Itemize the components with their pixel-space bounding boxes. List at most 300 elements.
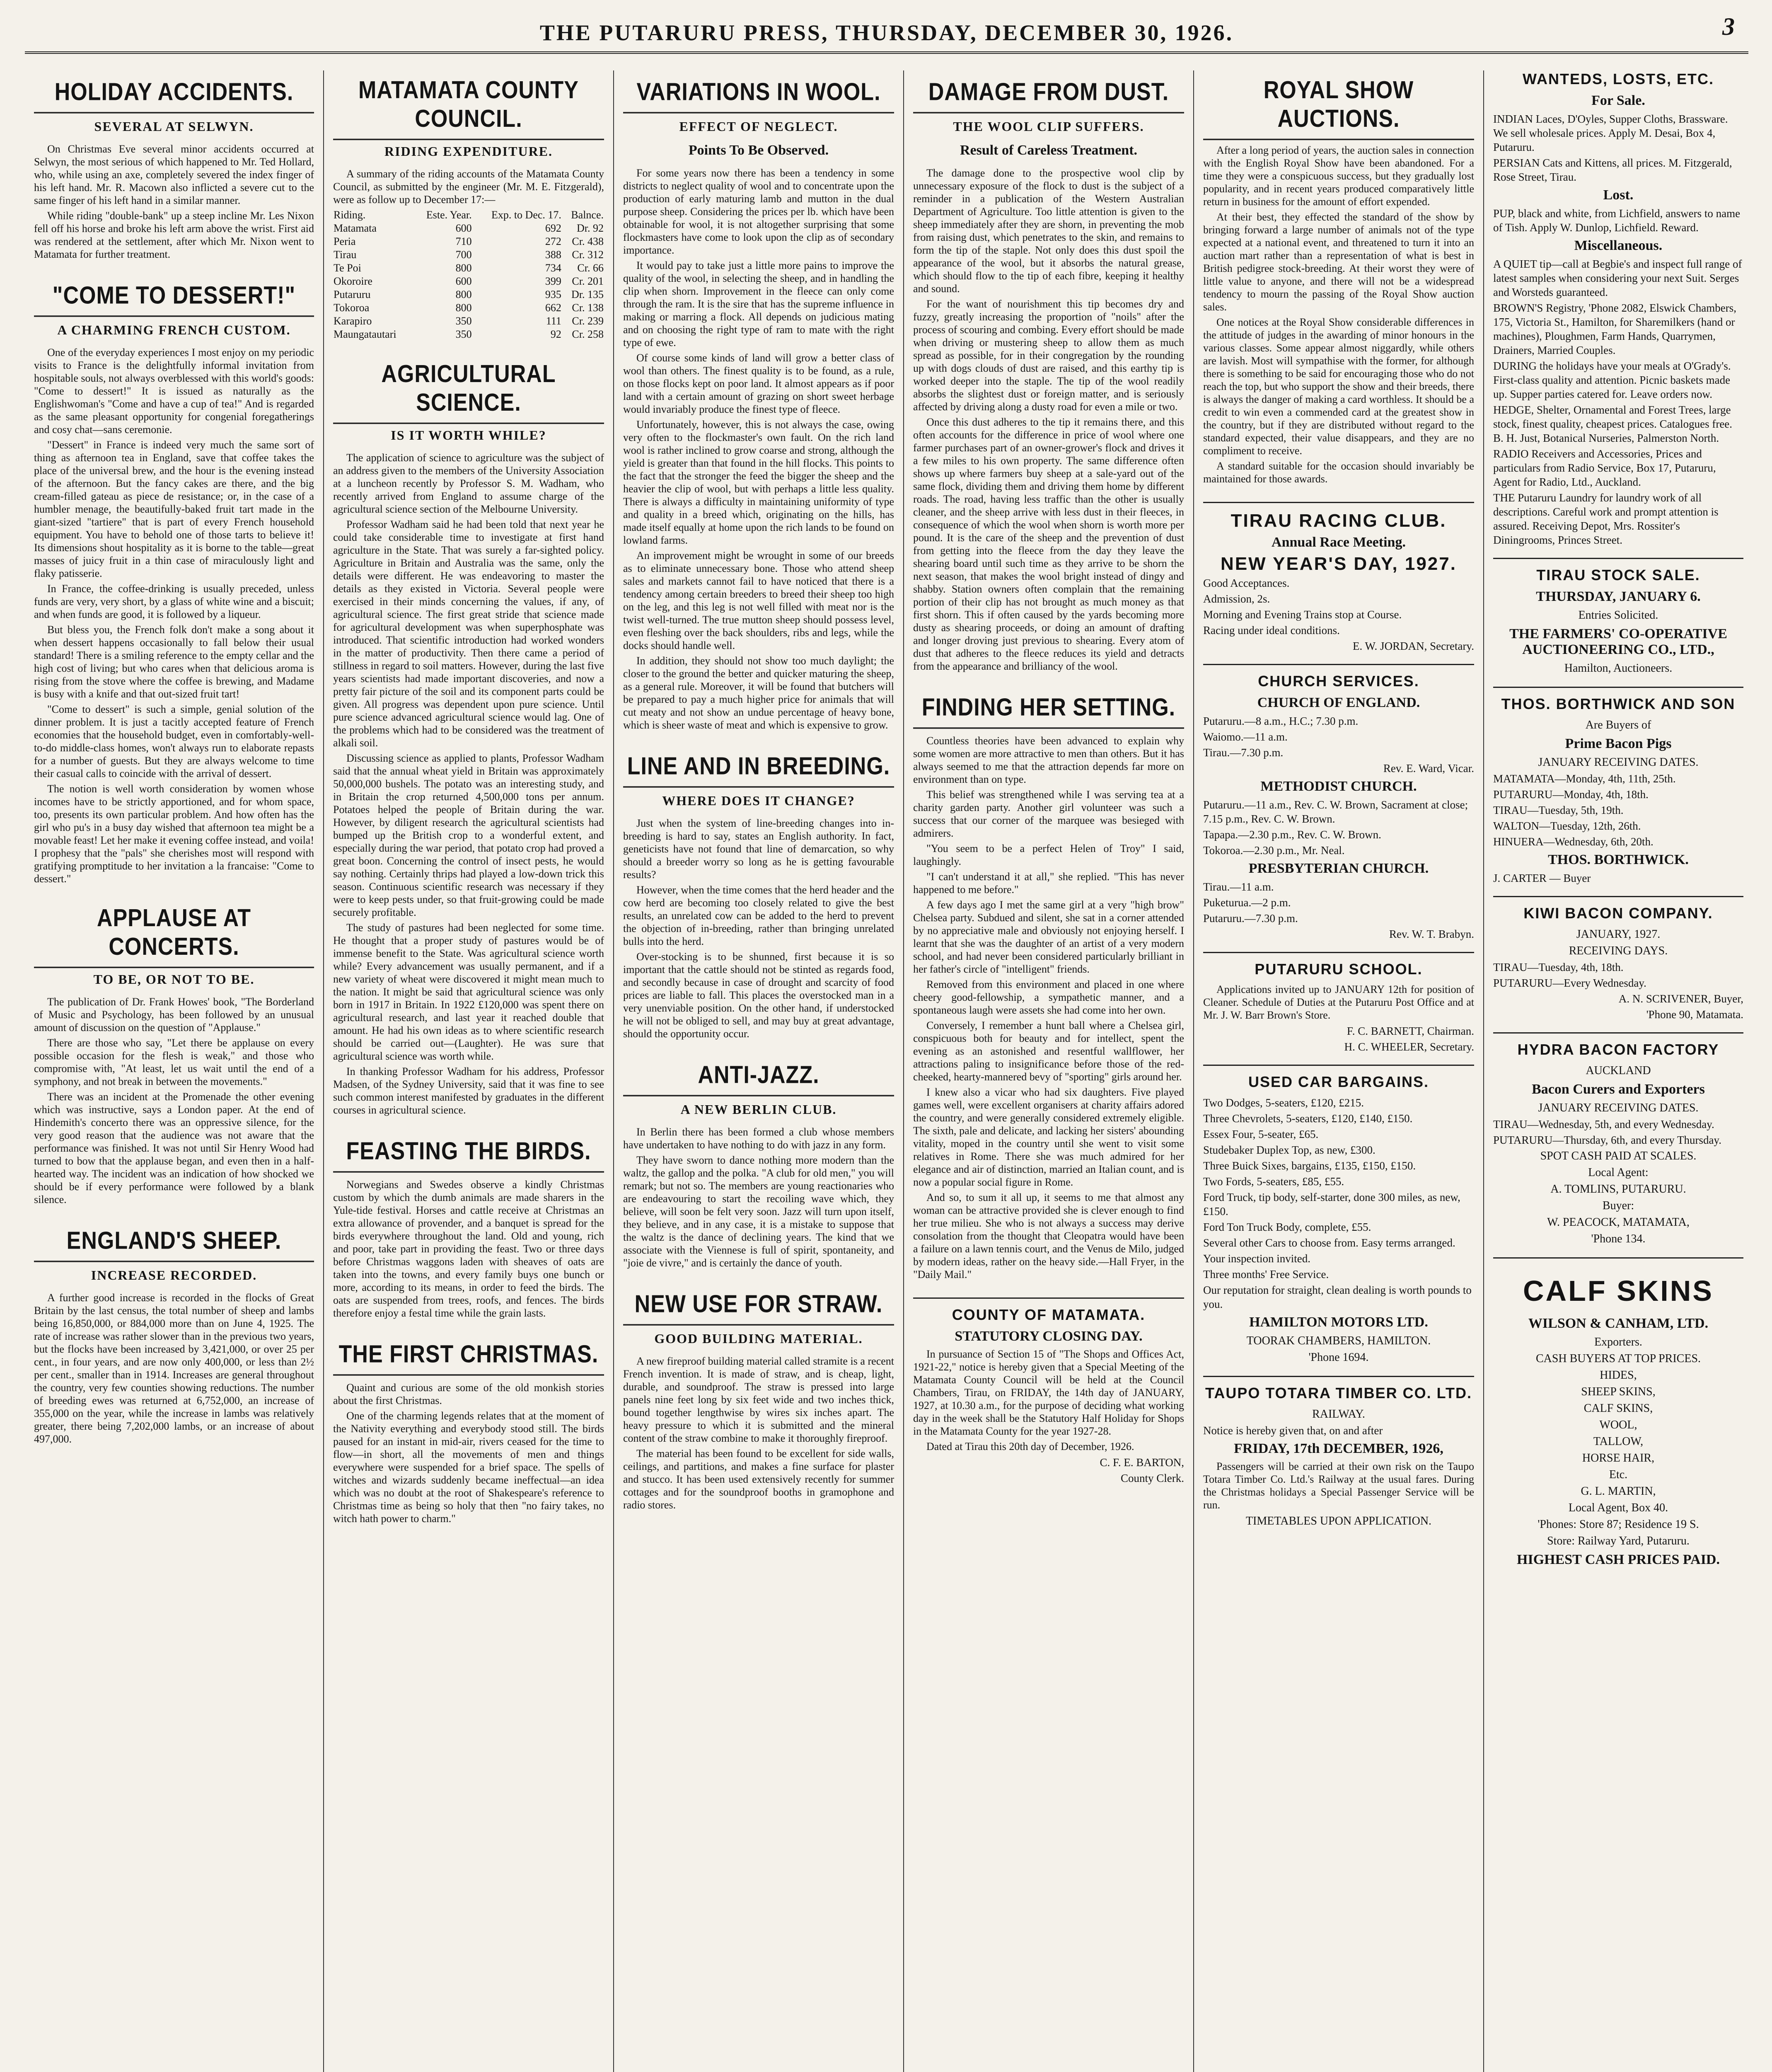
subhead: GOOD BUILDING MATERIAL. xyxy=(654,1331,863,1346)
table-row xyxy=(333,315,604,328)
car-line: Two Fords, 5-seaters, £85, £55. xyxy=(1203,1175,1344,1188)
table-cell: 800 xyxy=(455,302,472,314)
article-feasting-the-birds xyxy=(333,1133,604,1319)
ad-title: CALF SKINS xyxy=(1523,1275,1714,1307)
paragraph: On Christmas Eve several minor accidents occurred at Selwyn, the most serious of which happened to Mr. Ted Hollard, who, while using an axe, completely severed the index finger of his left hand. Mr. R. Macown also inflicted a severe cut to the same finger of his left hand in a similar manner. xyxy=(34,143,314,206)
headline: ENGLAND'S SHEEP. xyxy=(34,1220,314,1262)
paragraph: One of the charming legends relates that at the moment of the Nativity everything and everybody stood still. The birds paused for an instant in mid-air, rivers ceased for the time to flow—in short, all the movements of men and things everywhere were suspended for a brief space. The spells of witches and wizards suddenly became ineffectual—an idea which was no doubt at the root of Shakespeare's reference to Christmas time as being so holy that then "no fairy takes, no witch hath power to charm." xyxy=(333,1410,604,1525)
paragraph: The damage done to the prospective wool clip by unnecessary exposure of the flock to dust is the subject of a reminder in a publication of the Western Australian Department of Agriculture. Too little attention is given to the sheep immediately after they are shorn, in preventing the mob from raising dust, which penetrates to the skin, and remains to form the tip of the staple. Not only does this dust spoil the appearance of the wool, but it absorbs the natural grease, which should flow to the tip of each fibre, keeping it healthy and sound. xyxy=(913,167,1184,295)
paragraph: In addition, they should not show too much daylight; the closer to the ground the better and quicker maturing the sheep, as a general rule. Moreover, it will be found that butchers will be prepared to pay a much higher price for animals that will cut meaty and not show an undue percentage of heavy bone, which is sheer waste of meat and which is expensive to grow. xyxy=(623,655,894,731)
subhead: THE WOOL CLIP SUFFERS. xyxy=(953,119,1144,134)
date-line: PUTARURU—Every Wednesday. xyxy=(1493,977,1646,989)
service-line: Waiomo.—11 a.m. xyxy=(1203,731,1288,743)
table-cell: Cr. 66 xyxy=(577,262,604,274)
ad-subtitle: RECEIVING DAYS. xyxy=(1569,944,1668,957)
ad-line: Admission, 2s. xyxy=(1203,593,1270,605)
ad-title: PUTARURU SCHOOL. xyxy=(1255,961,1423,978)
ad-body xyxy=(1203,983,1474,1021)
ad-line: JANUARY RECEIVING DATES. xyxy=(1538,756,1699,769)
headline: "COME TO DESSERT!" xyxy=(34,274,314,317)
ad-title: TIRAU STOCK SALE. xyxy=(1536,566,1700,583)
classified-item: INDIAN Laces, D'Oyles, Supper Cloths, Brassware. We sell wholesale prices. Apply M. Desai, Box 4, Putaruru. xyxy=(1493,113,1728,153)
firm-role: Hamilton, Auctioneers. xyxy=(1564,662,1673,675)
firm-address: TOORAK CHAMBERS, HAMILTON. xyxy=(1246,1334,1431,1347)
classifieds-title: WANTEDS, LOSTS, ETC. xyxy=(1522,70,1714,87)
firm-name: WILSON & CANHAM, LTD. xyxy=(1528,1316,1709,1331)
ad-title: TAUPO TOTARA TIMBER CO. LTD. xyxy=(1205,1385,1472,1402)
article-royal-show-auctions xyxy=(1203,74,1474,485)
date-line: TIRAU—Tuesday, 4th, 18th. xyxy=(1493,961,1624,973)
table-cell: 800 xyxy=(455,288,472,300)
paragraph: This belief was strengthened while I was serving tea at a charity garden party. Another girl volunteer was such a success that our corner of the marquee was besieged with admirers. xyxy=(913,789,1184,839)
product-item: CALF SKINS, xyxy=(1583,1402,1653,1415)
column-header: Este. Year. xyxy=(426,209,472,221)
article-anti-jazz xyxy=(623,1057,894,1269)
table-body xyxy=(333,222,604,341)
table-cell: 111 xyxy=(546,315,561,327)
date-line: PUTARURU—Thursday, 6th, and every Thursday. xyxy=(1493,1134,1722,1146)
paragraph: Passengers will be carried at their own risk on the Taupo Totara Timber Co. Ltd.'s Railway at the usual fares. During the Christmas holidays a Special Passenger Service will be run. xyxy=(1203,1460,1474,1511)
ad-line: SPOT CASH PAID AT SCALES. xyxy=(1540,1150,1697,1162)
date-line: TIRAU—Wednesday, 5th, and every Wednesday. xyxy=(1493,1118,1714,1130)
column-1 xyxy=(25,70,323,2072)
phone: 'Phone 134. xyxy=(1591,1232,1646,1245)
headline: APPLAUSE AT CONCERTS. xyxy=(34,897,314,968)
table-cell: 662 xyxy=(545,302,561,314)
paragraph: Countless theories have been advanced to explain why some women are more attractive to men than others. But it has always seemed to me that the attraction depends far more on environment than on type. xyxy=(913,735,1184,785)
article-body xyxy=(623,1355,894,1511)
article-body xyxy=(623,1126,894,1269)
paragraph: In pursuance of Section 15 of "The Shops and Offices Act, 1921-22," notice is hereby given that a Special Meeting of the Matamata County Council will be held at the Council Chambers, Tirau, on FRIDAY, the 14th day of JANUARY, 1927, at 10.30 a.m., for the purpose of deciding what working day in the week shall be the Statutory Half Holiday for Shops in the Matamata County for the year 1927-28. xyxy=(913,1348,1184,1437)
ad-subtitle: Annual Race Meeting. xyxy=(1272,535,1406,550)
firm-name: THOS. BORTHWICK. xyxy=(1548,852,1689,867)
table-cell: 350 xyxy=(455,328,472,340)
ad-church-services xyxy=(1203,664,1474,941)
article-agricultural-science xyxy=(333,358,604,1116)
paragraph: "I can't understand it at all," she replied. "This has never happened to me before." xyxy=(913,871,1184,896)
classified-item: A QUIET tip—call at Begbie's and inspect full range of latest samples when considering your next Suit. Serges and Worsteds guaranteed. xyxy=(1493,258,1742,298)
date-line: HINUERA—Wednesday, 6th, 20th. xyxy=(1493,835,1654,848)
signature: A. N. SCRIVENER, Buyer, xyxy=(1618,992,1743,1005)
car-line: Our reputation for straight, clean dealing is worth pounds to you. xyxy=(1203,1284,1472,1310)
headline: FEASTING THE BIRDS. xyxy=(333,1130,604,1172)
table-row xyxy=(333,222,604,235)
classified-item: PERSIAN Cats and Kittens, all prices. M. Fitzgerald, Rose Street, Tirau. xyxy=(1493,157,1732,183)
ad-title: TIRAU RACING CLUB. xyxy=(1230,511,1447,531)
sale-date: THURSDAY, JANUARY 6. xyxy=(1536,589,1701,604)
article-new-use-for-straw xyxy=(623,1286,894,1511)
table-cell: Te Poi xyxy=(334,262,361,274)
subhead: INCREASE RECORDED. xyxy=(91,1268,257,1283)
article-holiday-accidents xyxy=(34,74,314,261)
table-cell: 734 xyxy=(545,262,561,274)
paragraph: Applications invited up to JANUARY 12th for position of Cleaner. Schedule of Duties at the Putaruru Post Office and at Mr. J. W. Barr Brown's Store. xyxy=(1203,983,1474,1021)
table-cell: 700 xyxy=(455,249,472,261)
table-cell: Tokoroa xyxy=(334,302,370,314)
headline: HOLIDAY ACCIDENTS. xyxy=(34,71,314,113)
headline: ANTI-JAZZ. xyxy=(623,1054,894,1096)
ad-putaruru-school xyxy=(1203,952,1474,1054)
section-lost: Lost. xyxy=(1603,187,1634,203)
car-line: Three months' Free Service. xyxy=(1203,1268,1329,1280)
race-date: NEW YEAR'S DAY, 1927. xyxy=(1221,554,1457,574)
car-line: Essex Four, 5-seater, £65. xyxy=(1203,1128,1319,1140)
paragraph: "Dessert" in France is indeed very much the same sort of thing as afternoon tea in England, save that coffee takes the place of the universal brew, and the hour is the evening instead of the afternoon. But the fancy cakes are there, and the big cream-filled gateau as piece de resistance; or, in the case of a humbler menage, the beautifully-baked fruit tart made in the giant-sized "tartiere" that is part of every French household equipment. You have to behold one of those tarts to believe it! Its dimensions shout hospitality as it is borne to the table—great masses of juicy fruit in a thin case of miraculously light and flaky patisserie. xyxy=(34,439,314,579)
article-body xyxy=(623,817,894,1040)
ad-line: Buyer: xyxy=(1602,1199,1634,1212)
paragraph: There are those who say, "Let there be applause on every possible occasion for the flesh is weak," and those who compromise with, "At least, let us wait until the end of a symphony, and not break in between the movements." xyxy=(34,1037,314,1087)
table-cell: Putaruru xyxy=(334,288,371,300)
subhead: RIDING EXPENDITURE. xyxy=(384,144,553,159)
table-cell: Cr. 138 xyxy=(572,302,604,314)
table-cell: Maungatautari xyxy=(334,328,396,340)
ad-footer: TIMETABLES UPON APPLICATION. xyxy=(1245,1515,1432,1527)
paragraph: "Come to dessert" is such a simple, genial solution of the dinner problem. It is just a tacitly accepted feature of French economies that the household budget, even in comfortably-well-to-do middle-class homes, won't always run to elaborate repasts for a number of guests. But they are always welcome to time their casual calls to coincide with the arrival of dessert. xyxy=(34,703,314,779)
table-cell: Dr. 135 xyxy=(571,288,604,300)
notice-statutory-closing-day xyxy=(913,1297,1184,1485)
table-cell: 388 xyxy=(545,249,561,261)
firm-role: Exporters. xyxy=(1594,1336,1642,1348)
article-body xyxy=(333,1178,604,1319)
product-item: TALLOW, xyxy=(1593,1435,1644,1448)
table-cell: 800 xyxy=(455,262,472,274)
service-line: Putaruru.—11 a.m., Rev. C. W. Brown, Sacrament at close; 7.15 p.m., Rev. C. W. Brown. xyxy=(1203,799,1468,825)
ad-title: HYDRA BACON FACTORY xyxy=(1517,1041,1719,1058)
service-line: Tapapa.—2.30 p.m., Rev. C. W. Brown. xyxy=(1203,828,1381,841)
signature: E. W. JORDAN, Secretary. xyxy=(1353,640,1474,652)
article-body xyxy=(333,451,604,1116)
headline: DAMAGE FROM DUST. xyxy=(913,71,1184,113)
table-cell: Cr. 438 xyxy=(572,235,604,247)
service-line: Putaruru.—8 a.m., H.C.; 7.30 p.m. xyxy=(1203,715,1359,727)
ad-thos-borthwick xyxy=(1493,687,1743,885)
ad-month: JANUARY, 1927. xyxy=(1576,928,1661,941)
article-the-first-christmas xyxy=(333,1336,604,1525)
article-finding-her-setting xyxy=(913,689,1184,1281)
signature: J. CARTER — Buyer xyxy=(1493,872,1591,884)
paragraph: A summary of the riding accounts of the Matamata County Council, as submitted by the engineer (Mr. M. E. Fitzgerald), were as follow up to December 17:— xyxy=(333,168,604,206)
article-body xyxy=(913,167,1184,673)
paragraph: For the want of nourishment this tip becomes dry and fuzzy, greatly increasing the proportion of "noils" after the process of scouring and combing. Every effort should be made when driving or mustering sheep to allow them as much spread as possible, for in their congregation by the rounding up with dogs clouds of dust are raised, and this earthy tip is worked deeper into the staple. The tip of the wool readily absorbs the slightest dust or foreign matter, and is seriously affected by driving along a dusty road for even a mile or two. xyxy=(913,298,1184,413)
paragraph: Unfortunately, however, this is not always the case, owing very often to the flockmaster's own fault. On the rich land wool is rather inclined to grow coarse and strong, although the yield is greater than that found in the hill flocks. This points to the fact that the stronger the feed the bigger the sheep and the heavier the clip of wool, but with perhaps a little less quality. There is always a difficulty in maintaining uniformity of type and quality in a breed which, originating on the hills, has made itself equally at home upon the rich lands to be found on lowland farms. xyxy=(623,419,894,546)
paragraph: Discussing science as applied to plants, Professor Wadham said that the annual wheat yield in Britain was approximately 50,000,000 bushels. The potato was an interesting study, and in Britain the crop returned 4,500,000 tons per annum. Potatoes helped the people of Britain during the war. However, by diligent research the agricultural scientists had bumped up the British crop to a wonderful extent, and especially during the war period, that potato crop had proved a great boon. Concerning the control of insect pests, he would say nothing. Certainly thrips had played a low-down trick this season. Continuous scientific research was necessary if they were to keep pests under, so that fruit-growing could be made securely profitable. xyxy=(333,752,604,918)
table-cell: Matamata xyxy=(334,222,377,234)
ad-line: Entries Solicited. xyxy=(1578,609,1658,622)
column-3 xyxy=(613,70,903,2072)
ad-line: Notice is hereby given that, on and after xyxy=(1203,1424,1383,1437)
car-line: Several other Cars to choose from. Easy terms arranged. xyxy=(1203,1237,1455,1249)
paragraph: It would pay to take just a little more pains to improve the quality of the wool, in selecting the sheep, and in handling the clip when shorn. Improvement in the fleece can only come through the ram. It is the sire that has the supreme influence in making or marring a flock. All depends on judicious mating and on choosing the right type of ram to mate with the right type of ewe. xyxy=(623,259,894,349)
table-row xyxy=(333,235,604,248)
paragraph: There was an incident at the Promenade the other evening which was instructive, says a London paper. At the end of Hindemith's concerto there was an oppressive silence, for the very good reason that the audience was not aware that the performance was finished. It was not until Sir Henry Wood had turned to bow that the applause began, and even then in a half-hearted way. The incident was an indication of how shocked we should be if every performance were followed by a blank silence. xyxy=(34,1091,314,1205)
ad-city: AUCKLAND xyxy=(1586,1064,1651,1077)
paragraph: While riding "double-bank" up a steep incline Mr. Les Nixon fell off his horse and broke his left arm above the wrist. First aid was rendered at the settlement, after which Mr. Nixon went to Matamata for further treatment. xyxy=(34,210,314,260)
date-line: PUTARURU—Monday, 4th, 18th. xyxy=(1493,788,1649,801)
classifieds xyxy=(1493,70,1743,547)
article-applause-at-concerts xyxy=(34,902,314,1206)
paragraph: Removed from this environment and placed in one where cheery good-fellowship, a sympathetic manner, and a spontaneous laugh were assets she had come into her own. xyxy=(913,978,1184,1016)
table-cell: Cr. 239 xyxy=(572,315,604,327)
ad-line: Morning and Evening Trains stop at Course. xyxy=(1203,608,1402,621)
ad-line: Good Acceptances. xyxy=(1203,577,1290,589)
firm-phone: 'Phone 1694. xyxy=(1308,1351,1369,1364)
table-cell: Peria xyxy=(334,235,356,247)
classified-item: THE Putaruru Laundry for laundry work of all descriptions. Careful work and prompt attention is assured. Receiving Depot, Mrs. Rossiter's Diningrooms, Princes Street. xyxy=(1493,491,1719,546)
article-body xyxy=(34,1291,314,1445)
table-cell: Cr. 201 xyxy=(572,275,604,287)
article-damage-from-dust xyxy=(913,74,1184,673)
church-name: CHURCH OF ENGLAND. xyxy=(1257,695,1420,710)
table-cell: 350 xyxy=(455,315,472,327)
ad-line: Are Buyers of xyxy=(1585,719,1651,731)
paragraph: At their best, they effected the standard of the show by bringing forward a large number of animals not of the type expected at a national event, and threatened to turn it into an auction mart rather than a representation of what is best in British pedigree stock-breeding. At their worst they were of little value to anyone, and there will not be a widespread tendency to mourn the passing of the Royal Show auction sales. xyxy=(1203,211,1474,313)
paragraph: A new fireproof building material called stramite is a recent French invention. It is made of straw, and is cheap, light, durable, and soundproof. The straw is pressed into large panels nine feet long by six feet wide and two inches thick, bound together lengthwise by wires six inches apart. The heavy pressure to which it is submitted and the mineral content of the straw combine to make it thoroughly fireproof. xyxy=(623,1355,894,1444)
ad-body xyxy=(1203,1460,1474,1511)
firm-name: HAMILTON MOTORS LTD. xyxy=(1249,1314,1428,1330)
phone: 'Phones: Store 87; Residence 19 S. xyxy=(1538,1518,1699,1531)
headline: FINDING HER SETTING. xyxy=(913,686,1184,729)
notice-title: COUNTY OF MATAMATA. xyxy=(952,1306,1146,1323)
paragraph: The notion is well worth consideration by women whose incomes have to be strictly apportioned, and for whom space, too, presents its own particular problem. And how often has the girl who pu's in a busy day wished that afternoon tea might be a movable feast! Let her make it evening coffee instead, and voila! I prophesy that the "pals" she cherishes most will respond with gratifying promptitude to her invitation a la francaise: "Come to dessert." xyxy=(34,783,314,885)
article-body xyxy=(1203,144,1474,485)
article-body xyxy=(34,143,314,261)
article-body xyxy=(333,1381,604,1525)
subhead: IS IT WORTH WHILE? xyxy=(391,428,546,443)
paragraph: The publication of Dr. Frank Howes' book, "The Borderland of Music and Psychology, has been followed by an unusual amount of discussion on the question of "Applause." xyxy=(34,996,314,1034)
paragraph: The material has been found to be excellent for side walls, ceilings, and partitions, and makes a fine surface for plaster and stucco. It has been used extensively recently for summer cottages and for the soundproof booths in gramophone and radio stores. xyxy=(623,1447,894,1511)
subhead: A NEW BERLIN CLUB. xyxy=(680,1102,837,1117)
table-row xyxy=(333,248,604,261)
ad-subtitle: Bacon Curers and Exporters xyxy=(1532,1082,1705,1097)
signature: C. F. E. BARTON, xyxy=(1100,1456,1184,1469)
paragraph: But bless you, the French folk don't make a song about it when dessert happens occasionally to fall below their usual standard! There is a smiling reference to the empty cellar and the high cost of living; but who cares when that delicious aroma is rising from the stove where the coffee is brewing, and Madame is busy with a knife and that out-sized fruit tart! xyxy=(34,624,314,700)
column-6 xyxy=(1483,70,1753,2072)
classified-item: PUP, black and white, from Lichfield, answers to name of Tish. Apply W. Dunlop, Lichfield. Reward. xyxy=(1493,207,1741,234)
ad-title: KIWI BACON COMPANY. xyxy=(1523,905,1713,922)
article-come-to-dessert xyxy=(34,277,314,885)
church-name: PRESBYTERIAN CHURCH. xyxy=(1248,861,1429,876)
classified-item: DURING the holidays have your meals at O'Grady's. First-class quality and attention. Picnic baskets made up. Supper parties catered for. Leave orders now. xyxy=(1493,360,1731,400)
table-row xyxy=(333,261,604,275)
table-cell: Dr. 92 xyxy=(577,222,604,234)
paragraph: Dated at Tirau this 20th day of December, 1926. xyxy=(926,1440,1134,1452)
ad-footer: HIGHEST CASH PRICES PAID. xyxy=(1517,1552,1720,1567)
headline: THE FIRST CHRISTMAS. xyxy=(333,1333,604,1375)
firm-name: THE FARMERS' CO-OPERATIVE AUCTIONEERING CO., LTD., xyxy=(1509,626,1727,657)
sub-subhead: Result of Careless Treatment. xyxy=(960,143,1138,158)
ad-title: CHURCH SERVICES. xyxy=(1258,673,1419,690)
column-header: Riding. xyxy=(334,209,366,221)
table-cell: 600 xyxy=(455,275,472,287)
headline: MATAMATA COUNTY COUNCIL. xyxy=(333,70,604,140)
ad-item: Prime Bacon Pigs xyxy=(1565,736,1672,751)
table-cell: Okoroire xyxy=(334,275,372,287)
service-line: Tirau.—11 a.m. xyxy=(1203,881,1274,893)
product-item: HORSE HAIR, xyxy=(1582,1452,1655,1464)
subhead: SEVERAL AT SELWYN. xyxy=(94,119,254,134)
masthead xyxy=(25,14,1748,54)
paragraph: A further good increase is recorded in the flocks of Great Britain by the last census, the total number of sheep and lambs being 16,850,000, or 884,000 more than on June 4, 1925. The rate of increase was rather slower than in the previous two years, but the flocks have been increased by 3,421,000, or over 25 per cent., in four years, and are now only 400,000, or less than 2½ per cent., smaller than in 1914. Increases are general throughout the country, very few counties showing reductions. The number of breeding ewes was returned at 6,752,000, an increase of 355,000 on the year, while the increase in lambs was relatively greater, there being 7,202,000 lambs, or an increase of about 497,000. xyxy=(34,1292,314,1445)
signature: F. C. BARNETT, Chairman. xyxy=(1347,1025,1474,1037)
subhead: EFFECT OF NEGLECT. xyxy=(679,119,838,134)
column-header: Exp. to Dec. 17. xyxy=(491,209,561,221)
paragraph: However, when the time comes that the herd header and the cow herd are becoming too closely related to give the best results, an unrelated cow can be added to the herd to prevent the objection of in-breeding, rather than bringing unrelated bulls into the herd. xyxy=(623,884,894,947)
column-4 xyxy=(903,70,1193,2072)
agent-name: A. TOMLINS, PUTARURU. xyxy=(1550,1183,1686,1196)
table-cell: Tirau xyxy=(334,249,357,261)
table-cell: Karapiro xyxy=(334,315,372,327)
paragraph: Of course some kinds of land will grow a better class of wool than others. The finest quality is to be found, as a rule, on those flocks kept on poor land. It almost appears as if poor land with a certain amount of grazing on short sweet herbage would invariably produce the finest type of fleece. xyxy=(623,352,894,415)
table-row xyxy=(333,288,604,301)
ad-line: Local Agent, Box 40. xyxy=(1568,1501,1668,1514)
paragraph: In thanking Professor Wadham for his address, Professor Madsen, of the Sydney University, said that it was fine to see such common interest manifested by graduates in the different courses in agricultural science. xyxy=(333,1065,604,1116)
table-row xyxy=(333,328,604,341)
column-header: Balnce. xyxy=(571,209,604,221)
classified-item: RADIO Receivers and Accessories, Prices and particulars from Radio Service, Box 17, Putaruru, Agent for Radio, Ltd., Auckland. xyxy=(1493,448,1716,488)
masthead-title: THE PUTARURU PRESS, THURSDAY, DECEMBER 30, 1926. xyxy=(539,20,1234,45)
minister: Rev. W. T. Brabyn. xyxy=(1389,928,1474,940)
car-line: Three Buick Sixes, bargains, £135, £150, £150. xyxy=(1203,1159,1416,1172)
article-line-and-in-breeding xyxy=(623,748,894,1040)
ad-tirau-racing-club xyxy=(1203,502,1474,653)
table-cell: 710 xyxy=(455,235,472,247)
paragraph: Professor Wadham said he had been told that next year he could take considerable time to investigate at first hand agriculture in the State. That was surely a far-sighted policy. Agriculture in Britain and Australia was the same, only the details were different. He was endeavoring to master the details as they existed in Victoria. Several people were exercised in their minds concerning the values, if any, of agricultural science. The first great stride that science made for agricultural development was when superphosphate was introduced. That scientific introduction had worked wonders in the matter of productivity. Then there came a period of stillness in regard to soil matters. However, during the last five years scientists had made important discoveries, and now a pretty fair picture of the soil and its component parts could be given. All progress was dependent upon pure science. Until pure science advanced agricultural science would lag. One of the problems which had to be considered was the treatment of alkali soil. xyxy=(333,518,604,749)
table-cell: 399 xyxy=(545,275,561,287)
church-name: METHODIST CHURCH. xyxy=(1260,779,1417,794)
table-cell: Cr. 312 xyxy=(572,249,604,261)
table-cell: 692 xyxy=(545,222,561,234)
paragraph: The application of science to agriculture was the subject of an address given to the members of the University Association at a luncheon recently by Professor S. M. Wadham, who recently arrived from England to assume charge of the agricultural science section of the Melbourne University. xyxy=(333,452,604,515)
paragraph: "You seem to be a perfect Helen of Troy" I said, laughingly. xyxy=(913,842,1184,867)
paragraph: An improvement might be wrought in some of our breeds as to eliminate unnecessary bone. Those who attend sheep sales and markets cannot fail to have noticed that there is a tendency among certain breeders to breed their sheep too high on the leg, and this leg is not well filled with meat nor is the twist well-turned. The true mutton sheep should possess level, even fleshing over the back shoulders, ribs and legs, while the docks should handle well. xyxy=(623,549,894,651)
table-cell: 92 xyxy=(550,328,561,340)
minister: Rev. E. Ward, Vicar. xyxy=(1383,762,1474,775)
phone: 'Phone 90, Matamata. xyxy=(1646,1008,1743,1021)
ad-tirau-stock-sale xyxy=(1493,558,1743,676)
notice-date: FRIDAY, 17th DECEMBER, 1926, xyxy=(1234,1441,1443,1456)
paragraph: Over-stocking is to be shunned, first because it is so important that the cattle should not be stinted as regards food, and secondly because in case of drought and scarcity of food prices are liable to fall. This places the overstocked man in a very unenviable position. On the other hand, if understocked he will not be obliged to sell, and may buy at great advantage, should the opportunity occur. xyxy=(623,951,894,1040)
paragraph: Quaint and curious are some of the old monkish stories about the first Christmas. xyxy=(333,1382,604,1406)
date-line: MATAMATA—Monday, 4th, 11th, 25th. xyxy=(1493,772,1676,785)
paragraph: Norwegians and Swedes observe a kindly Christmas custom by which the dumb animals are made sharers in the Yule-tide festival. Horses and cattle receive at Christmas an extra allowance of provender, and a banquet is spread for the birds everywhere throughout the land. Old and young, rich and poor, take part in providing the feast. Two or three days before Christmas waggons laden with sheaves of oats are taken into the towns, and every family buys one bunch or more, according to its means, in order to feed the birds. The oats are suspended from trees, roofs, and fences. The birds therefore enjoy a festal time while the grain lasts. xyxy=(333,1179,604,1319)
buyer-name: W. PEACOCK, MATAMATA, xyxy=(1547,1216,1690,1229)
article-body xyxy=(913,734,1184,1281)
ad-kiwi-bacon xyxy=(1493,896,1743,1021)
column-2 xyxy=(323,70,613,2072)
car-line: Ford Ton Truck Body, complete, £55. xyxy=(1203,1221,1371,1233)
paragraph: Just when the system of line-breeding changes into in-breeding is hard to say, states an English authority. In fact, geneticists have not found that line of demarcation, so why should a breeder worry so long as he is getting favourable results? xyxy=(623,817,894,881)
ad-hydra-bacon xyxy=(1493,1032,1743,1247)
article-englands-sheep xyxy=(34,1222,314,1445)
paragraph: For some years now there has been a tendency in some districts to neglect quality of wool and to concentrate upon the production of early maturing lamb and mutton in the dual purpose sheep. Considering the prices per lb. which have been obtainable for wool, it is not altogether surprising that some flockmasters have come to look upon the clip as of secondary importance. xyxy=(623,167,894,256)
notice-subtitle: STATUTORY CLOSING DAY. xyxy=(955,1329,1143,1344)
paragraph: After a long period of years, the auction sales in connection with the English Royal Show have been abandoned. For a time they were a conspicuous success, but they gradually lost popularity, and in recent years produced comparatively little return in business for the amount of effort expended. xyxy=(1203,144,1474,208)
service-line: Puketurua.—2 p.m. xyxy=(1203,896,1291,909)
agent-name: G. L. MARTIN, xyxy=(1581,1485,1656,1498)
ad-calf-skins xyxy=(1493,1257,1743,1568)
paragraph: In France, the coffee-drinking is usually preceded, unless funds are very, very short, by a glass of white wine and a biscuit; and when funds are good, it is followed by a liqueur. xyxy=(34,583,314,620)
car-line: Your inspection invited. xyxy=(1203,1252,1311,1265)
paragraph: Conversely, I remember a hunt ball where a Chelsea girl, conspicuous both for beauty and for intellect, spent the evening as an astonished and resentful wallflower, her attractions paling to insignificance before those of the red-cheeked, hearty-mannered bevy of "sporting" girls around her. xyxy=(913,1019,1184,1083)
section-for-sale: For Sale. xyxy=(1591,93,1645,108)
article-variations-in-wool xyxy=(623,74,894,731)
car-line: Studebaker Duplex Top, as new, £300. xyxy=(1203,1144,1376,1156)
signature-role: County Clerk. xyxy=(1121,1472,1184,1484)
classified-item: HEDGE, Shelter, Ornamental and Forest Trees, large stock, finest quality, cheapest prices. Catalogues free. B. H. Just, Botanical Nurseries, Palmerston North. xyxy=(1493,404,1733,444)
riding-table xyxy=(333,208,604,341)
table-cell: 935 xyxy=(545,288,561,300)
table-cell: Cr. 258 xyxy=(572,328,604,340)
ad-title: THOS. BORTHWICK AND SON xyxy=(1501,695,1736,712)
paragraph: Once this dust adheres to the tip it remains there, and this often accounts for the difference in price of wool where one farmer purchases part of an owner-grower's flock and drives it a few miles to his own property. The same difference often shows up where farmers buy sheep at a sale-yard out of the same flock, dividing them and driving them home by different roads. The road, having less traffic than the other is usually cleaner, and the sheep arrive with less dust in their fleeces, in consequence of which the wool when shorn is worth more per pound. It is the care of the sheep and the prevention of dust from getting into the fleece from the day they leave the shearing board until such time as they arrive to be shorn the next season, that makes the wool bright instead of dingy and shabby. Station owners often complain that the remaining portion of their clip has not brought as much money as that first shorn. This if often caused by the yards becoming more dusty as shearing proceeds, or doing an amount of drafting and longer droving just previous to shearing. Every atom of dust that adheres to the fleece reduces its yield and detracts from the appearance and brilliancy of the wool. xyxy=(913,416,1184,672)
ad-line: Local Agent: xyxy=(1588,1166,1649,1179)
table-row xyxy=(333,301,604,315)
article-body xyxy=(34,995,314,1206)
product-item: WOOL, xyxy=(1599,1418,1637,1431)
subhead: A CHARMING FRENCH CUSTOM. xyxy=(57,322,291,337)
car-line: Three Chevrolets, 5-seaters, £120, £140, £150. xyxy=(1203,1112,1413,1125)
table-row xyxy=(333,275,604,288)
page-number: 3 xyxy=(1722,13,1735,40)
paragraph: I knew also a vicar who had six daughters. Five played games well, were excellent organisers at charity affairs adored the country, and were generally considered extremely eligible. The sixth, pale and delicate, and lacking her sisters' abounding vitality, moped in the country until she went to visit some relatives in Rome. There she was much admired for her elegance and air of distinction, married an Italian count, and is now a popular social figure in Rome. xyxy=(913,1086,1184,1188)
subhead: TO BE, OR NOT TO BE. xyxy=(93,972,255,987)
headline: VARIATIONS IN WOOL. xyxy=(623,71,894,113)
table-cell: 600 xyxy=(455,222,472,234)
signature: H. C. WHEELER, Secretary. xyxy=(1344,1041,1474,1053)
product-item: Etc. xyxy=(1609,1468,1628,1481)
paragraph: A few days ago I met the same girl at a very "high brow" Chelsea party. Subdued and silent, she sat in a corner attended by no appreciative male and obviously not enjoying herself. I learnt that she was the daughter of an artist of a very modern school, and had never been considered particularly brilliant in her father's circle of "intelligent" friends. xyxy=(913,899,1184,975)
table-header-row xyxy=(333,208,604,222)
ad-line: CASH BUYERS AT TOP PRICES. xyxy=(1535,1352,1701,1365)
ad-taupo-totara-timber xyxy=(1203,1376,1474,1529)
headline: LINE AND IN BREEDING. xyxy=(623,745,894,787)
paragraph: In Berlin there has been formed a club whose members have undertaken to have nothing to do with jazz in any form. xyxy=(623,1126,894,1151)
ad-title: USED CAR BARGAINS. xyxy=(1248,1073,1429,1090)
ad-line: JANUARY RECEIVING DATES. xyxy=(1538,1101,1699,1114)
article-body xyxy=(623,167,894,731)
classified-item: BROWN'S Registry, 'Phone 2082, Elswick Chambers, 175, Victoria St., Hamilton, for Sharemilkers (hand or machines), Ploughmen, Farm Hands, Quarrymen, Drainers, Married Couples. xyxy=(1493,302,1736,356)
headline: ROYAL SHOW AUCTIONS. xyxy=(1203,70,1474,140)
headline: NEW USE FOR STRAW. xyxy=(623,1283,894,1325)
car-line: Two Dodges, 5-seaters, £120, £215. xyxy=(1203,1097,1364,1109)
headline: AGRICULTURAL SCIENCE. xyxy=(333,353,604,424)
article-body xyxy=(34,346,314,885)
date-line: WALTON—Tuesday, 12th, 26th. xyxy=(1493,820,1641,832)
subhead: WHERE DOES IT CHANGE? xyxy=(662,793,855,808)
paragraph: The study of pastures had been neglected for some time. He thought that a proper study of pastures would be of immense benefit to the State. Was agricultural science worth while? Every advancement was usually permanent, and if a new variety of wheat were discovered it might mean much to the nation. It might be said that agricultural science was only born in 1917 in Britain. In 1922 £120,000 was spent there on agricultural research, and last year it reached double that amount. He had his own ideas as to where scientific research should be carried out—(Laughter). He was sure that agricultural science was worth while. xyxy=(333,922,604,1062)
paragraph: One notices at the Royal Show considerable differences in the attitude of judges in the awarding of minor honours in the various classes. Some appear almost niggardly, while others are lavish. Most will sympathise with the former, for although there is something to be said for encouraging those who do not reach the top, but who support the show and their breeds, there is always the danger of making a card worthless. It should be a credit to win even a commended card at the greatest show in the country, but if they are distributed without regard to the standard expected, their value disappears, and they are no compliment to receive. xyxy=(1203,316,1474,457)
article-matamata-county-council xyxy=(333,74,604,341)
paragraph: And so, to sum it all up, it seems to me that almost any woman can be attractive provided she is clever enough to find her true milieu. She who is not always a success may derive consolation from the thought that Cleopatra would have been a failure on a lawn tennis court, and the Venus de Milo, judged by modern ideas, rather on the heavy side.—Hall Fryer, in the "Daily Mail." xyxy=(913,1191,1184,1280)
ad-used-car-bargains xyxy=(1203,1065,1474,1365)
table-cell: 272 xyxy=(545,235,561,247)
ad-subtitle: RAILWAY. xyxy=(1312,1408,1365,1421)
ad-line: Racing under ideal conditions. xyxy=(1203,624,1340,637)
paragraph: A standard suitable for the occasion should invariably be maintained for those awards. xyxy=(1203,460,1474,485)
ad-line: Store: Railway Yard, Putaruru. xyxy=(1547,1535,1690,1547)
product-item: SHEEP SKINS, xyxy=(1581,1385,1656,1398)
car-line: Ford Truck, tip body, self-starter, done 300 miles, as new, £150. xyxy=(1203,1191,1460,1218)
product-item: HIDES, xyxy=(1600,1369,1637,1382)
article-body xyxy=(333,167,604,206)
paragraph: They have sworn to dance nothing more modern than the waltz, the gallop and the polka. "A club for old men," you will remark; but not so. The members are young reactionaries who are endeavouring to start the recoiling wave which, they believe, will soon be felt very soon. Jazz will turn upon itself, they believe, and in any case, it is a mistake to suppose that the waltz is the dance of declining years. The kind that we associate with the Viennese is full of spirit, spontaneity, and "joie de vivre," and is certainly the dance of youth. xyxy=(623,1154,894,1269)
paragraph: One of the everyday experiences I most enjoy on my periodic visits to France is the delightfully informal invitation from hospitable souls, not always overblessed with this world's goods: "Come to dessert!" It is issued as naturally as the Englishwoman's "Come and have a cup of tea!" And is regarded as the same pleasant opportunity for congenial foregatherings and cosy chat—sans ceremonie. xyxy=(34,346,314,436)
service-line: Tirau.—7.30 p.m. xyxy=(1203,746,1284,759)
section-miscellaneous: Miscellaneous. xyxy=(1574,238,1663,253)
service-line: Tokoroa.—2.30 p.m., Mr. Neal. xyxy=(1203,844,1345,857)
service-line: Putaruru.—7.30 p.m. xyxy=(1203,912,1298,925)
sub-subhead: Points To Be Observed. xyxy=(688,143,829,158)
